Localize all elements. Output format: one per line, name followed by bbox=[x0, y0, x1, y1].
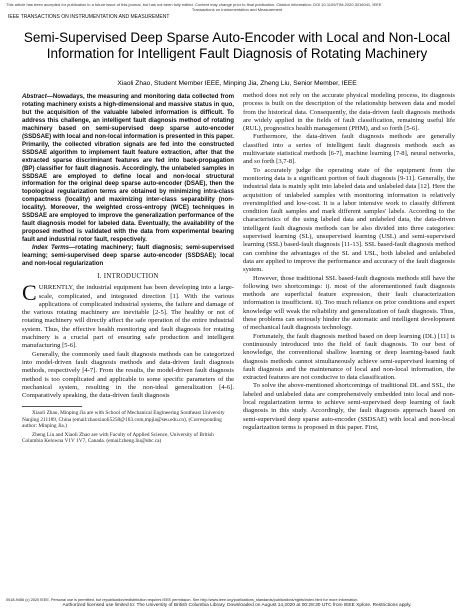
right-column bbox=[243, 92, 455, 432]
body-paragraph-6: To solve the above-mentioned shortcomings of traditional DL and SSL, the labeled and unlabeled data are comprehensively embedded into local and non-local regularization terms to achieve semi-supervised deep learning of fault diagnosis in this study. Accordingly, the fault diagnosis approach based on semi-supervised deep sparse auto-encoder (SSDSAE) with local and non-local regularization terms is proposed in this paper. First, bbox=[243, 382, 455, 431]
footnote-divider bbox=[22, 406, 82, 407]
paper-title: Semi-Supervised Deep Sparse Auto-Encoder with Local and Non-Local Information for Intelligent Fault Diagnosis of Rotating Machinery bbox=[23, 30, 451, 61]
footnote-affiliation-1: Xiaoli Zhao, Minping Jia are with School of Mechanical Engineering Southeast University Nanjing 211189, China (email:zhaoxiaoli5258@163.com,mpjia@seu.edu.cn), (Corresponding author: Minping Jia.) bbox=[22, 410, 225, 430]
index-terms-text: rotating machinery; fault diagnosis; semi-supervised learning; semi-supervised deep sparse auto-encoder (SSDSAE); local and non-local regularization bbox=[22, 244, 234, 268]
body-paragraph-4: However, those traditional SSL based-fault diagnosis methods still have the following two shortcomings: i). most of the aforementioned fault diagnosis methods are superficial feature expression, their fault characterization information is insufficient. ii). Too much reliance on prior conditions and expert knowledge will weak the reliability and generalization of fault diagnosis. Thus, these problems can seriously hinder the automatic and intelligent development of mechanical fault diagnosis technology. bbox=[243, 274, 455, 332]
section-heading-introduction: I. INTRODUCTION bbox=[97, 272, 159, 280]
intro-paragraph-1-text: URRENTLY, the industrial equipment has been developing into a large-scale, complicated, and integrated direction [1]. With the various applications of complicated industrial systems, the failure and damage of the various rotating machinery are inevitable [2-5]. The healthy or not of rotating machinery will directly affect the safe operation of the entire industrial system. Thus, the effective health monitoring and fault diagnosis for rotating machinery is a crucial part of ensuring safe production and intelligent manufacturing [5-6]. bbox=[22, 284, 234, 350]
intro-paragraph-1 bbox=[22, 280, 234, 350]
drop-cap: C bbox=[22, 280, 37, 306]
prepublication-notice bbox=[6, 2, 468, 12]
body-paragraph-2: Furthermore, the data-driven fault diagnosis methods are generally classified into a series of intelligent fault diagnosis methods such as multivariate statistical methods [6-7], machine learning [7-8], neural networks, and so forth [3,7-8]. bbox=[243, 133, 455, 166]
body-paragraph-5: Fortunately, the fault diagnosis method based on deep learning (DL) [11] is continuously introduced into the field of fault diagnosis. To our best of knowledge, the conventional shallow learning or deep learning-based fault diagnosis methods cannot simultaneously achieve semi-supervised learning of fault diagnosis and the maintenance of local and non-local information, the extracted features are not conducive to data classification. bbox=[243, 332, 455, 382]
abstract-text: Nowadays, the measuring and monitoring data collected from rotating machinery exists a high-dimensional and massive status in quo, but the acquisition of the valuable labeled information is difficult. To address this challenge, an intelligent fault diagnosis method of rotating machinery based on semi-supervised deep sparse auto-encoder (SSDSAE) with local and non-local information is presented in this paper. Primarily, the collected vibration signals are fed into the constructed SSDSAE algorithm to implement fault feature extraction, after that the extracted sparse discriminant features are fed into back-propagation (BP) classifier for fault diagnosis. Accordingly, the unlabeled samples in SSDSAE are employed to define local and non-local structural information for the original deep sparse auto-encoder (DSAE), then the topological regularization terms are obtained by minimizing intra-class compactness (locality) and maximizing inter-class separability (non-locality). Moreover, the weighted cross-entropy (WCE) techniques in SSDSAE are employed to improve the generalization performance of the fault diagnosis model for labeled data. Eventually, the availability of the proposed method is validated with the data from experimental bearing fault and industrial rotor fault, respectively. bbox=[22, 93, 234, 244]
abstract-label: Abstract bbox=[22, 93, 47, 100]
author-affiliations bbox=[22, 410, 234, 445]
left-column bbox=[22, 93, 234, 447]
page-footer bbox=[6, 598, 468, 609]
notice-line-2: Transactions on Instrumentation and Measurement bbox=[191, 7, 283, 12]
journal-name: IEEE TRANSACTIONS ON INSTRUMENTATION AND MEASUREMENT bbox=[8, 14, 170, 20]
license-line: Authorized licensed use limited to: The University of British Columbia Library. Downloaded on August 14,2020 at 00:28:30 UTC from IEEE Xplore. Restrictions apply. bbox=[62, 603, 412, 608]
abstract: Abstract—Nowadays, the measuring and monitoring data collected from rotating machinery exists a high-dimensional and massive status in quo, but the acquisition of the valuable labeled information is difficult. To address this challenge, an intelligent fault diagnosis method of rotating machinery based on semi-supervised deep sparse auto-encoder (SSDSAE) with local and non-local information is presented in this paper. Primarily, the collected vibration signals are fed into the constructed SSDSAE algorithm to implement fault feature extraction, after that the extracted sparse discriminant features are fed into back-propagation (BP) classifier for fault diagnosis. Accordingly, the unlabeled samples in SSDSAE are employed to define local and non-local structural information for the original deep sparse auto-encoder (DSAE), then the topological regularization terms are obtained by minimizing intra-class compactness (locality) and maximizing inter-class separability (non-locality). Moreover, the weighted cross-entropy (WCE) techniques in SSDSAE are employed to improve the generalization performance of the fault diagnosis model for labeled data. Eventually, the availability of the proposed method is validated with the data from experimental bearing fault and industrial rotor fault, respectively. bbox=[22, 93, 234, 244]
footnote-affiliation-2: Zheng Liu and Xiaoli Zhao are with Faculty of Applied Science, University of British Columbia Kelowna V1V 1V7, Canada. (email:zheng.liu@ubc.ca) bbox=[22, 431, 214, 445]
index-terms: Index Terms—rotating machinery; fault diagnosis; semi-supervised learning; semi-supervised deep sparse auto-encoder (SSDSAE); local and non-local regularization bbox=[22, 244, 234, 268]
author-line: Xiaoli Zhao, Student Member IEEE, Minping Jia, Zheng Liu, Senior Member, IEEE bbox=[117, 80, 357, 87]
body-paragraph-3: To accurately judge the operating state of the equipment from the monitoring data is a significant portion of fault diagnosis [9-11]. Generally, the industrial data is mainly split into labeled data and unlabeled data [12]. Here the acquisition of unlabeled samples with monitoring information is relatively oversimplified and low-cost. It is a labor intensive work to classify different condition fault samples and mark different samples' labels. According to the characteristics of the using labeled data and unlabeled data, the data-driven intelligent fault diagnosis methods can be also divided into three categories: supervised learning (SL), unsupervised learning (USL) and semi-supervised learning (SSL) based-fault diagnosis [11-13]. SSL based-fault diagnosis method can combine the advantages of the SL and USL, both labeled and unlabeled data are applied to improve the performance and accuracy of the fault diagnosis system. bbox=[243, 166, 455, 274]
body-paragraph-1: method does not rely on the accurate physical modeling process, its diagnosis process is built on the description of the relationship between data and model from the historical data. Consequently, the data-driven fault diagnosis methods are widely applied in the fields of fault classification, remaining useful life (RUL), prognostics health management (PHM), and so forth [5-6]. bbox=[243, 92, 455, 133]
notice-line-1: This article has been accepted for publication in a future issue of this journal, but has not been fully edited. Content may change prior to final publication. Citation information: DOI 10.1109/TIM.2020.3016041, IEEE bbox=[6, 2, 382, 7]
copyright-line: 0018-9456 (c) 2020 IEEE. Personal use is permitted, but republication/redistribution requires IEEE permission. See http://www.ieee.org/publications_standards/publications/rights/index.html for more information. bbox=[6, 598, 359, 602]
index-terms-label: Index Terms bbox=[32, 244, 70, 252]
intro-paragraph-2: Generally, the commonly used fault diagnosis methods can be categorized into model-driven fault diagnosis methods and data-driven fault diagnosis methods, respectively [4-7]. From the results, the model-driven fault diagnosis method is too complicated and applicable to some specific parameters of the mechanical system, resulting in the non-ideal generalization [4-6]. Comparatively speaking, the data-driven fault diagnosis bbox=[22, 350, 234, 400]
